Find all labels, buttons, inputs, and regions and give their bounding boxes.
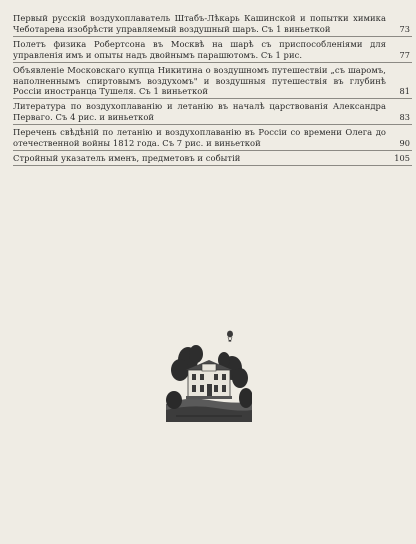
toc-entry-title: Полетъ физика Робертсона въ Москвѣ на шарѣ съ приспособленіями для управленія имъ и опыты надъ двойнымъ парашютомъ. Съ 1 рис.: [13, 38, 386, 60]
toc-entry-title: Первый русскій воздухоплаватель Штабъ-Лѣкарь Кашинской и попытки химика Чеботарева изобрѣсти управляемый воздушный шаръ. Съ 1 виньеткой: [13, 13, 386, 34]
toc-entry-page: 77: [399, 49, 410, 60]
toc-entry-page: 83: [399, 112, 410, 123]
toc-entry: [13, 64, 412, 100]
toc-entry: [13, 38, 412, 63]
toc-entry: [13, 126, 412, 151]
toc-entry-title: Объявленіе Московскаго купца Никитина о воздушномъ путешествіи „съ шаромъ, наполненнымъ спиртовымъ воздухомъ" и воздушныя путешествія въ глубинѣ Россіи иностранца Тушеля. Съ 1 виньеткой: [13, 64, 386, 97]
toc-entry-page: 105: [394, 152, 410, 163]
toc-entry: [13, 12, 412, 37]
house-balloon-vignette: [166, 330, 252, 422]
toc-entry-title: Стройный указатель именъ, предметовъ и событій: [13, 152, 241, 163]
table-of-contents: [13, 12, 412, 167]
toc-entry-title: Перечень свѣдѣній по летанію и воздухоплаванію въ Россіи со времени Олега до отечественной войны 1812 года. Съ 7 рис. и виньеткой: [13, 127, 386, 149]
balloon-icon: [227, 331, 233, 342]
toc-entry: [13, 100, 412, 125]
toc-entry: [13, 152, 412, 166]
toc-entry-page: 90: [399, 138, 410, 149]
toc-entry-title: Литература по воздухоплаванію и летанію въ началѣ царствованія Александра Перваго. Съ 4 рис. и виньеткой: [13, 101, 386, 123]
toc-entry-page: 73: [399, 23, 410, 34]
toc-entry-page: 81: [399, 86, 410, 97]
